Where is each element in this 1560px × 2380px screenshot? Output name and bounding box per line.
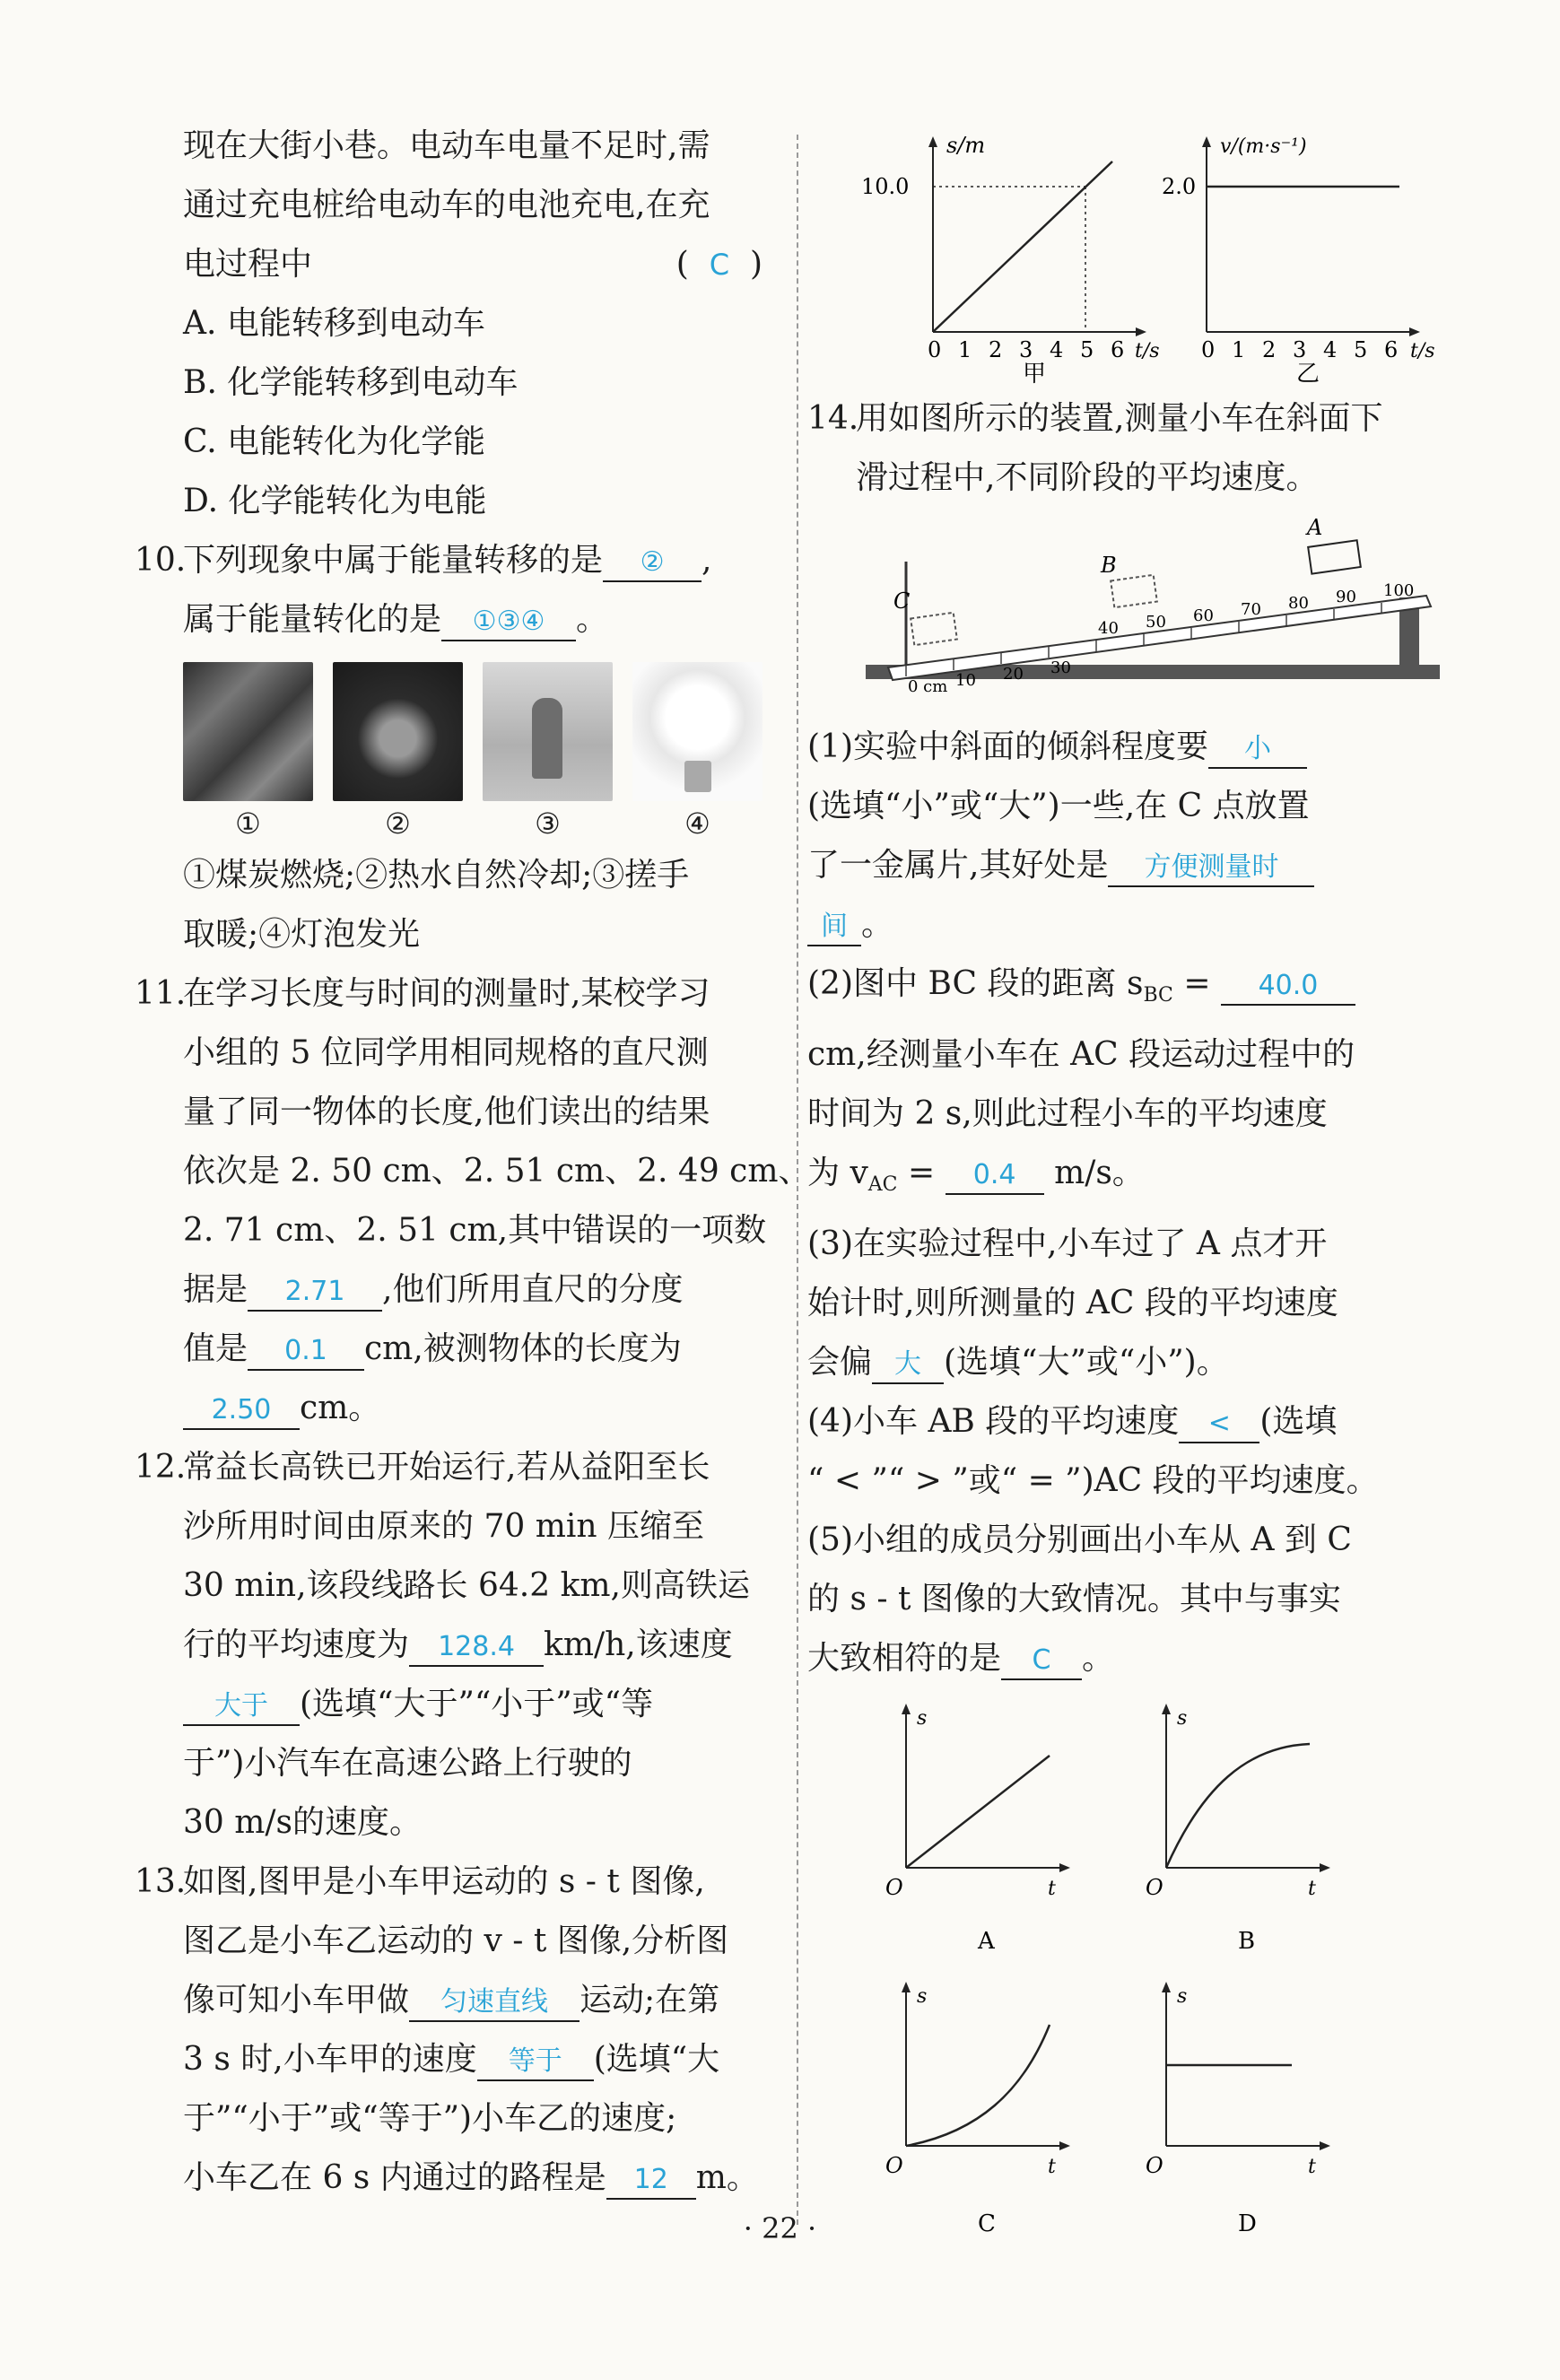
q14-p4-answer: <: [1179, 1406, 1259, 1443]
q14-p5-text-d: 。: [1082, 1640, 1115, 1678]
opt-a-xlabel: t: [1048, 1878, 1056, 1901]
q14-p1-answer-2a: 方便测量时: [1108, 850, 1314, 887]
q14-p1-text-d: 。: [861, 906, 894, 943]
paren-open: (: [675, 246, 689, 283]
q10-answer-2: ①③④: [441, 604, 576, 641]
q11-answer-2: 0.1: [248, 1333, 364, 1371]
opt-c-label: C: [978, 2210, 996, 2238]
option-graph-a: [885, 1704, 1070, 1955]
opt-b-label: B: [1238, 1928, 1256, 1956]
q14-line-2: 滑过程中,不同阶段的平均速度。: [856, 459, 1319, 496]
q12-text-4b: km/h,该速度: [544, 1626, 733, 1663]
graph-jia: [861, 133, 1160, 386]
rubbing-hands-photo: [483, 662, 613, 801]
opt-d-origin: O: [1146, 2153, 1163, 2179]
q14-p2-answer-1: 40.0: [1221, 968, 1355, 1006]
q14-p2-line-3: 时间为 2 s,则此过程小车的平均速度: [807, 1095, 1328, 1133]
q14-p2-text-d: 为 v: [807, 1155, 868, 1192]
q9-line-3-text: 电过程中: [183, 246, 313, 283]
paren-close: ): [749, 246, 763, 283]
jia-xtick-1: 1: [958, 337, 972, 362]
q11-line-5: 2. 71 cm、2. 51 cm,其中错误的一项数: [183, 1212, 767, 1249]
q10-number: 10.: [135, 542, 187, 579]
q13-text-3b: 运动;在第: [580, 1982, 720, 2018]
q12-line-7: 30 m/s的速度。: [183, 1804, 422, 1841]
yi-xtick-2: 2: [1262, 337, 1277, 362]
opt-c-xlabel: t: [1048, 2156, 1056, 2179]
question-14: [807, 389, 1453, 2266]
q14-p3-line-1: (3)在实验过程中,小车过了 A 点才开: [807, 1225, 1328, 1263]
jia-xtick-4: 4: [1050, 337, 1064, 362]
q14-p1-line-2: (选填“小”或“大”)一些,在 C 点放置: [807, 788, 1310, 824]
ruler-label-80: 80: [1288, 594, 1309, 613]
q13-text-6a: 小车乙在 6 s 内通过的路程是: [183, 2159, 606, 2196]
question-11: [135, 964, 811, 1438]
q11-line-7: [135, 1320, 780, 1379]
option-graph-b: [1146, 1704, 1330, 1955]
q9-option-a: A. 电能转移到电动车: [183, 305, 485, 342]
opt-b-xlabel: t: [1308, 1878, 1316, 1901]
yi-xtick-6: 6: [1384, 337, 1399, 362]
yi-xtick-0: 0: [1201, 337, 1216, 362]
q14-p3-text-d: (选填“大”或“小”)。: [944, 1344, 1229, 1382]
photo-label-2: ②: [385, 806, 411, 841]
yi-ylabel: v/(m·s⁻¹): [1220, 135, 1307, 158]
q14-p3-answer: 大: [872, 1347, 944, 1384]
q10-text-2: 属于能量转化的是: [183, 601, 442, 638]
q13-answer-3: 12: [606, 2162, 696, 2200]
q9-option-c: C. 电能转化为化学能: [183, 423, 486, 460]
q13-text-3a: 像可知小车甲做: [183, 1982, 410, 2018]
q12-number: 12.: [135, 1449, 187, 1486]
q11-text-1: 在学习长度与时间的测量时,某校学习: [183, 975, 710, 1012]
q11-answer-3: 2.50: [183, 1392, 300, 1430]
opt-c-origin: O: [885, 2153, 903, 2179]
q14-p1-text-c: 了一金属片,其好处是: [807, 847, 1109, 884]
q14-p5-text-c: 大致相符的是: [807, 1640, 1002, 1678]
q10-desc-1: ①煤炭燃烧;②热水自然冷却;③搓手: [183, 857, 690, 894]
photo-label-4: ④: [684, 806, 710, 841]
q14-p2-eq: =: [1183, 965, 1211, 1002]
yi-xlabel: t/s: [1410, 340, 1435, 362]
question-10: [135, 531, 780, 964]
q10-text-1-end: ,: [702, 542, 712, 579]
option-graph-d: [1146, 1982, 1330, 2237]
q14-p5-answer: C: [1001, 1643, 1082, 1680]
q13-text-6b: m。: [695, 2159, 759, 2196]
q10-line-2: [135, 590, 780, 649]
ruler-label-100: 100: [1383, 581, 1415, 600]
q11-answer-1: 2.71: [248, 1274, 382, 1312]
q10-line-1: [135, 531, 780, 590]
q13-line-1: [135, 1853, 780, 1912]
cart-b: [1111, 575, 1157, 607]
q11-line-4: 依次是 2. 50 cm、2. 51 cm、2. 49 cm、: [183, 1153, 811, 1190]
q14-p4-line-1: [807, 1392, 1453, 1452]
q14-p1-line-3: [807, 836, 1453, 895]
question-9: [135, 117, 780, 531]
q11-text-6b: ,他们所用直尺的分度: [382, 1271, 684, 1308]
q12-text-4a: 行的平均速度为: [183, 1626, 410, 1663]
q14-p3-text-c: 会偏: [807, 1344, 873, 1382]
label-b: B: [1101, 553, 1117, 578]
q11-text-8b: cm。: [300, 1390, 381, 1426]
hot-water-cooling-photo: [333, 662, 463, 801]
q11-line-2: 小组的 5 位同学用相同规格的直尺测: [183, 1034, 709, 1071]
opt-a-label: A: [978, 1928, 995, 1956]
q13-line-2: 图乙是小车乙运动的 v - t 图像,分析图: [183, 1922, 729, 1959]
q14-p1-answer-2b: 间: [807, 909, 861, 946]
coal-burning-photo: [183, 662, 313, 801]
option-graph-c: [885, 1982, 1070, 2237]
q11-line-3: 量了同一物体的长度,他们读出的结果: [183, 1094, 710, 1130]
jia-xtick-6: 6: [1111, 337, 1125, 362]
q13-text-4a: 3 s 时,小车甲的速度: [183, 2041, 477, 2078]
q11-number: 11.: [135, 975, 187, 1012]
ruler-label-0: 0 cm: [908, 677, 948, 696]
right-column: [807, 126, 1453, 2266]
label-c: C: [893, 588, 911, 614]
q14-line-1: [807, 389, 1453, 449]
ruler-label-50: 50: [1146, 613, 1166, 632]
q13-line-4: [135, 2030, 780, 2089]
q14-p3-line-3: [807, 1333, 1453, 1392]
q11-line-1: [135, 964, 780, 1024]
q10-text-2-end: 。: [576, 601, 609, 638]
q14-p1-text-a: (1)实验中斜面的倾斜程度要: [807, 728, 1208, 765]
q12-line-1: [135, 1438, 780, 1497]
yi-ytick: 2.0: [1162, 174, 1197, 199]
jia-ylabel: s/m: [946, 133, 986, 158]
q13-line-5: 于”“小于”或“等于”)小车乙的速度;: [183, 2100, 677, 2137]
q14-p2-line-4: [807, 1144, 1453, 1215]
opt-a-ylabel: s: [917, 1707, 928, 1731]
ruler-label-10: 10: [955, 671, 976, 690]
opt-a-origin: O: [885, 1875, 903, 1901]
light-bulb-photo: [632, 662, 763, 801]
jia-ytick: 10.0: [861, 174, 910, 199]
q9-line-1: 现在大街小巷。电动车电量不足时,需: [183, 127, 710, 164]
ruler-label-40: 40: [1098, 619, 1119, 638]
q14-p4-text-b: (选填: [1259, 1403, 1338, 1441]
cart-a: [1308, 540, 1361, 573]
jia-xtick-3: 3: [1019, 337, 1033, 362]
jia-xtick-2: 2: [989, 337, 1003, 362]
ruler-label-20: 20: [1003, 665, 1024, 684]
q9-line-3: [135, 235, 780, 294]
q12-line-3: 30 min,该段线路长 64.2 km,则高铁运: [183, 1567, 750, 1604]
q12-line-5: [135, 1675, 780, 1734]
ruler-label-70: 70: [1241, 600, 1261, 619]
jia-xtick-0: 0: [928, 337, 942, 362]
incline-diagram: [807, 508, 1453, 714]
ruler-label-30: 30: [1050, 658, 1071, 677]
opt-d-ylabel: s: [1177, 1985, 1188, 2009]
q12-answer-1: 128.4: [409, 1629, 544, 1667]
q14-p5-line-3: [807, 1629, 1453, 1688]
jia-caption: 甲: [1023, 361, 1047, 386]
q14-option-graphs: [807, 1688, 1453, 2262]
q14-p4-text-a: (4)小车 AB 段的平均速度: [807, 1403, 1180, 1441]
ruler-label-90: 90: [1336, 588, 1356, 606]
yi-xticks: [1201, 337, 1398, 362]
q12-text-1: 常益长高铁已开始运行,若从益阳至长: [183, 1449, 710, 1486]
q14-p2-line-2: cm,经测量小车在 AC 段运动过程中的: [807, 1036, 1355, 1074]
q13-answer-1: 匀速直线: [409, 1984, 580, 2022]
jia-xlabel: t/s: [1135, 340, 1160, 362]
q9-option-d: D. 化学能转化为电能: [183, 483, 487, 519]
opt-b-ylabel: s: [1177, 1707, 1188, 1731]
q12-answer-2: 大于: [183, 1688, 300, 1726]
q10-photo-labels: [183, 801, 780, 846]
q13-text-1: 如图,图甲是小车甲运动的 s - t 图像,: [183, 1863, 705, 1900]
q10-photos: [183, 662, 780, 801]
q13-graphs: [807, 126, 1453, 386]
q14-text-1: 用如图所示的装置,测量小车在斜面下: [856, 400, 1383, 437]
cart-c: [911, 613, 957, 645]
q11-line-6: [135, 1260, 780, 1320]
yi-xtick-4: 4: [1323, 337, 1338, 362]
yi-xtick-5: 5: [1354, 337, 1368, 362]
yi-xtick-3: 3: [1293, 337, 1307, 362]
q14-p1-line-1: [807, 718, 1453, 777]
q14-p2-eq-2: =: [907, 1155, 936, 1192]
q10-answer-1: ②: [603, 545, 702, 582]
photo-label-3: ③: [535, 806, 561, 841]
page-number: · 22 ·: [743, 2211, 817, 2245]
q14-p5-line-1: (5)小组的成员分别画出小车从 A 到 C: [807, 1521, 1352, 1559]
q13-number: 13.: [135, 1863, 187, 1900]
question-13: [135, 1853, 780, 2208]
q14-p2-text-e: m/s。: [1054, 1155, 1145, 1192]
question-12: [135, 1438, 780, 1853]
opt-c-ylabel: s: [917, 1985, 928, 2009]
q14-p2-line-1: [807, 955, 1453, 1025]
q14-p2-sub-ac: AC: [867, 1173, 898, 1197]
opt-b-origin: O: [1146, 1875, 1163, 1901]
q14-p2-text-a: (2)图中 BC 段的距离 s: [807, 965, 1144, 1002]
q14-p3-line-2: 始计时,则所测量的 AC 段的平均速度: [807, 1285, 1338, 1322]
q12-text-5b: (选填“大于”“小于”或“等: [300, 1686, 654, 1722]
q12-line-6: 于”)小汽车在高速公路上行驶的: [183, 1745, 632, 1782]
q14-number: 14.: [807, 400, 859, 437]
q14-p2-answer-2: 0.4: [946, 1157, 1044, 1195]
q9-answer-paren: [676, 235, 763, 294]
q13-text-4b: (选填“大: [593, 2041, 720, 2078]
q11-text-7a: 值是: [183, 1330, 248, 1367]
jia-xticks: [928, 337, 1124, 362]
q9-answer: C: [709, 248, 730, 282]
photo-label-1: ①: [235, 806, 261, 841]
q14-p1-line-4: [807, 895, 1453, 955]
opt-d-label: D: [1238, 2210, 1257, 2238]
q10-text-1: 下列现象中属于能量转移的是: [183, 542, 604, 579]
yi-caption: 乙: [1296, 361, 1320, 386]
q14-p1-answer-1: 小: [1208, 731, 1307, 769]
graph-yi: [1162, 135, 1435, 386]
opt-d-xlabel: t: [1308, 2156, 1316, 2179]
q12-line-4: [135, 1616, 780, 1675]
q11-line-8: [135, 1379, 780, 1438]
q11-text-7b: cm,被测物体的长度为: [364, 1330, 682, 1367]
q12-line-2: 沙所用时间由原来的 70 min 压缩至: [183, 1508, 704, 1545]
q14-p4-line-2: “ < ”“ > ”或“ = ”)AC 段的平均速度。: [807, 1462, 1379, 1500]
left-column: [135, 117, 811, 2208]
q9-option-b: B. 化学能转移到电动车: [183, 364, 519, 401]
q14-p5-line-2: 的 s - t 图像的大致情况。其中与事实: [807, 1581, 1341, 1618]
q13-line-3: [135, 1971, 780, 2030]
q13-answer-2: 等于: [477, 2044, 594, 2081]
q10-desc-2: 取暖;④灯泡发光: [183, 916, 421, 953]
label-a: A: [1307, 515, 1323, 540]
q11-text-6a: 据是: [183, 1271, 248, 1308]
jia-xtick-5: 5: [1080, 337, 1094, 362]
q9-line-2: 通过充电桩给电动车的电池充电,在充: [183, 187, 710, 223]
q14-p2-sub-bc: BC: [1143, 984, 1173, 1007]
ruler-label-60: 60: [1193, 606, 1214, 625]
q13-line-6: [135, 2149, 780, 2208]
yi-xtick-1: 1: [1232, 337, 1246, 362]
